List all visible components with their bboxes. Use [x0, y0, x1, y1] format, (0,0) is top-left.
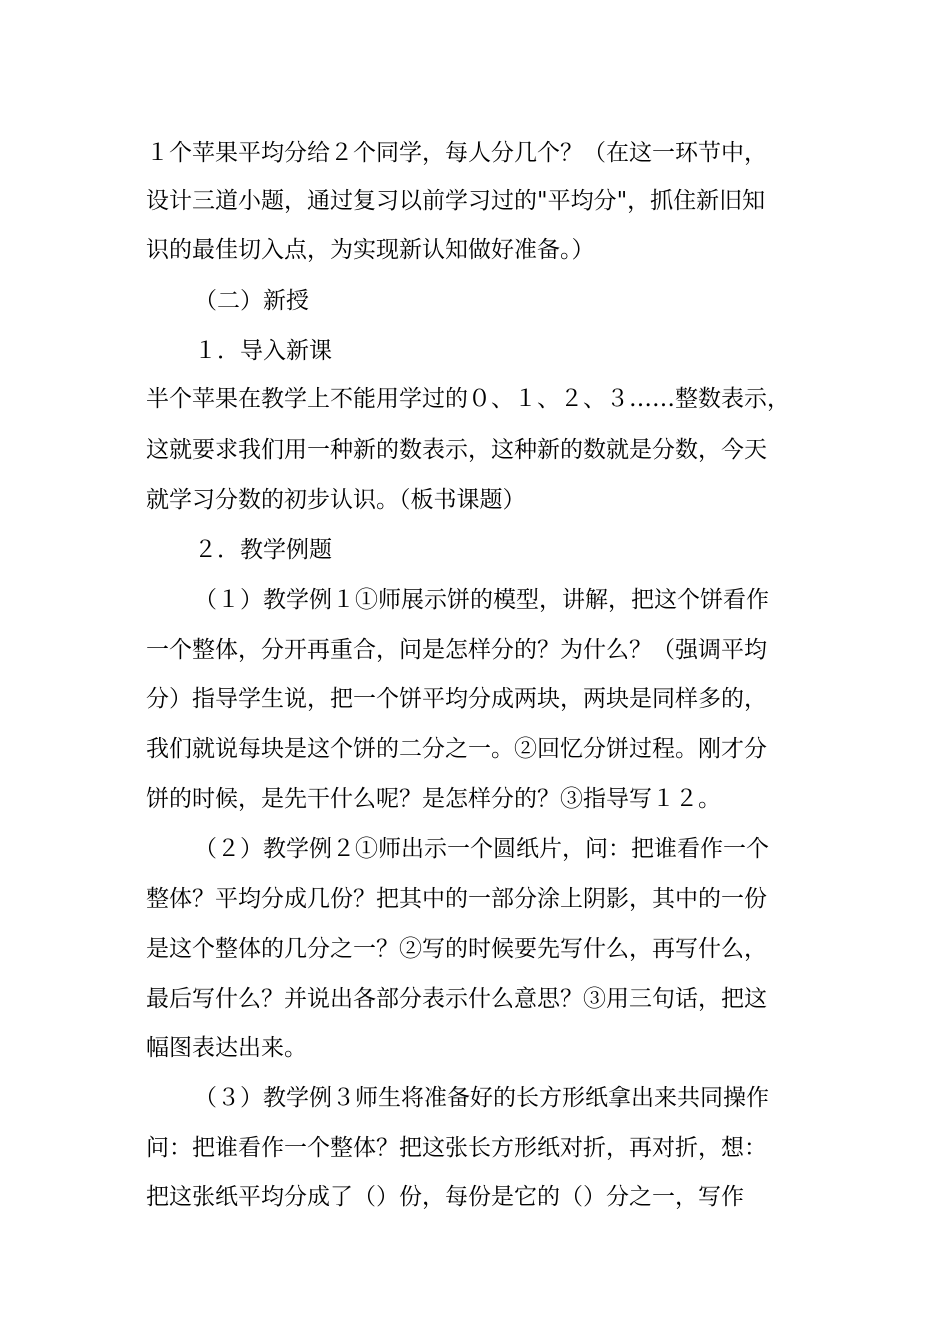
paragraph-line: 幅图表达出来。	[146, 1035, 307, 1061]
paragraph-line: １个苹果平均分给２个同学，每人分几个？（在这一环节中，	[146, 140, 767, 166]
paragraph-line: 一个整体，分开再重合，问是怎样分的？为什么？（强调平均	[146, 637, 767, 663]
paragraph-line: 分）指导学生说，把一个饼平均分成两块，两块是同样多的，	[146, 686, 767, 712]
paragraph-line: 识的最佳切入点，为实现新认知做好准备。）	[146, 237, 595, 263]
paragraph-line: （２）教学例２①师出示一个圆纸片，问：把谁看作一个	[194, 836, 769, 862]
paragraph-line: 饼的时候，是先干什么呢？是怎样分的？③指导写１２。	[146, 786, 721, 812]
section-heading: （二）新授	[194, 288, 309, 314]
paragraph-line: （３）教学例３师生将准备好的长方形纸拿出来共同操作	[194, 1085, 769, 1111]
paragraph-line: 半个苹果在教学上不能用学过的０、１、２、３……整数表示，	[146, 386, 790, 412]
paragraph-line: 把这张纸平均分成了（）份，每份是它的（）分之一，写作	[146, 1184, 744, 1210]
paragraph-line: 这就要求我们用一种新的数表示，这种新的数就是分数，今天	[146, 437, 767, 463]
paragraph-line: 我们就说每块是这个饼的二分之一。②回忆分饼过程。刚才分	[146, 736, 767, 762]
subsection-heading: ２．教学例题	[194, 537, 332, 563]
paragraph-line: 是这个整体的几分之一？②写的时候要先写什么，再写什么，	[146, 936, 767, 962]
paragraph-line: 就学习分数的初步认识。（板书课题）	[146, 487, 526, 513]
subsection-heading: １．导入新课	[194, 338, 332, 364]
paragraph-line: 问：把谁看作一个整体？把这张长方形纸对折，再对折，想：	[146, 1135, 767, 1161]
paragraph-line: 设计三道小题，通过复习以前学习过的"平均分"，抓住新旧知	[146, 188, 766, 214]
paragraph-line: 整体？平均分成几份？把其中的一部分涂上阴影，其中的一份	[146, 886, 767, 912]
paragraph-line: （１）教学例１①师展示饼的模型，讲解，把这个饼看作	[194, 587, 769, 613]
paragraph-line: 最后写什么？并说出各部分表示什么意思？③用三句话，把这	[146, 986, 767, 1012]
